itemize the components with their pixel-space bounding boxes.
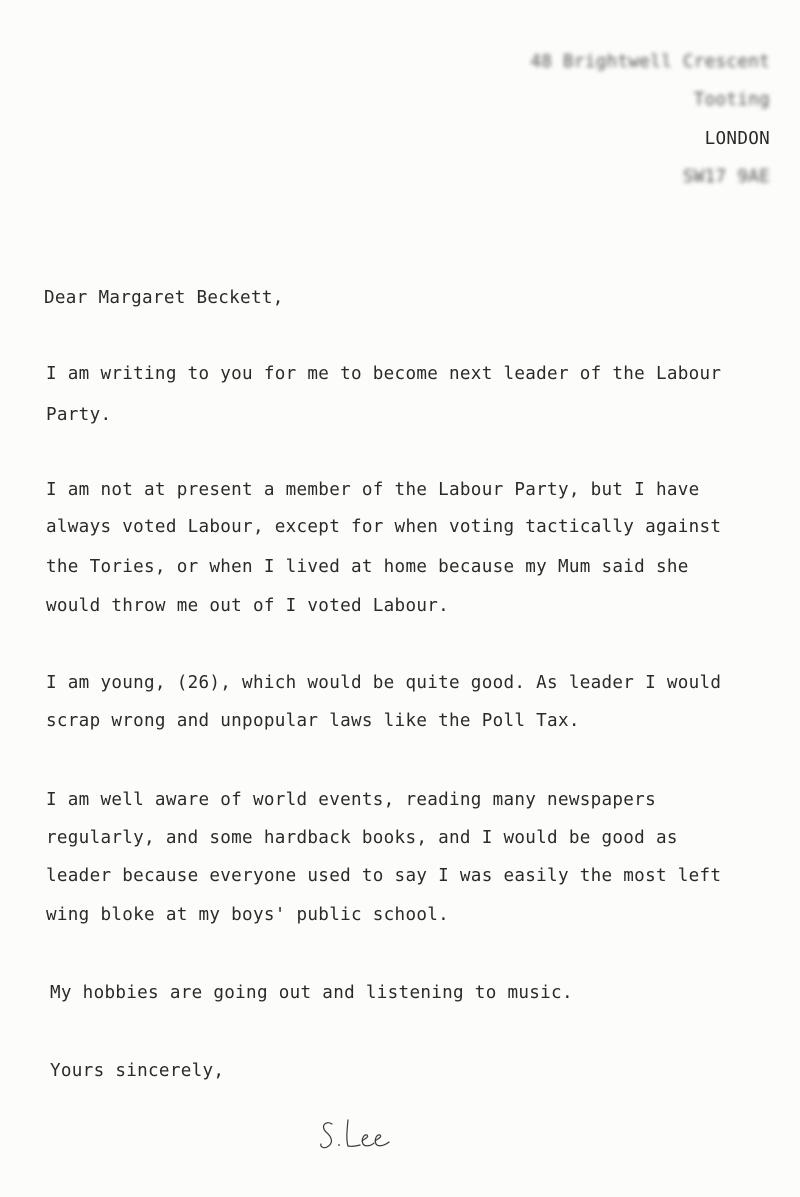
body-line: I am well aware of world events, reading many newspapers xyxy=(46,790,656,810)
body-line: I am not at present a member of the Labour Party, but I have xyxy=(46,480,700,500)
body-line: the Tories, or when I lived at home because my Mum said she xyxy=(46,557,689,577)
closing: Yours sincerely, xyxy=(50,1061,225,1081)
signature xyxy=(318,1114,398,1156)
body-line: would throw me out of I voted Labour. xyxy=(46,596,450,616)
salutation: Dear Margaret Beckett, xyxy=(44,288,284,308)
body-line: Party. xyxy=(46,405,112,425)
body-line: I am writing to you for me to become next leader of the Labour xyxy=(46,364,722,384)
body-line: scrap wrong and unpopular laws like the Poll Tax. xyxy=(46,711,580,731)
body-line: I am young, (26), which would be quite good. As leader I would xyxy=(46,673,722,693)
body-line: wing bloke at my boys' public school. xyxy=(46,905,450,925)
address-city: LONDON xyxy=(704,129,770,149)
address-district: Tooting xyxy=(693,90,770,110)
body-line: leader because everyone used to say I was easily the most left xyxy=(46,866,722,886)
address-postcode: SW17 9AE xyxy=(682,167,770,187)
address-street: 48 Brightwell Crescent xyxy=(530,52,770,72)
body-line: always voted Labour, except for when voting tactically against xyxy=(46,517,722,537)
body-line: regularly, and some hardback books, and I would be good as xyxy=(46,828,678,848)
body-line: My hobbies are going out and listening to music. xyxy=(50,983,573,1003)
